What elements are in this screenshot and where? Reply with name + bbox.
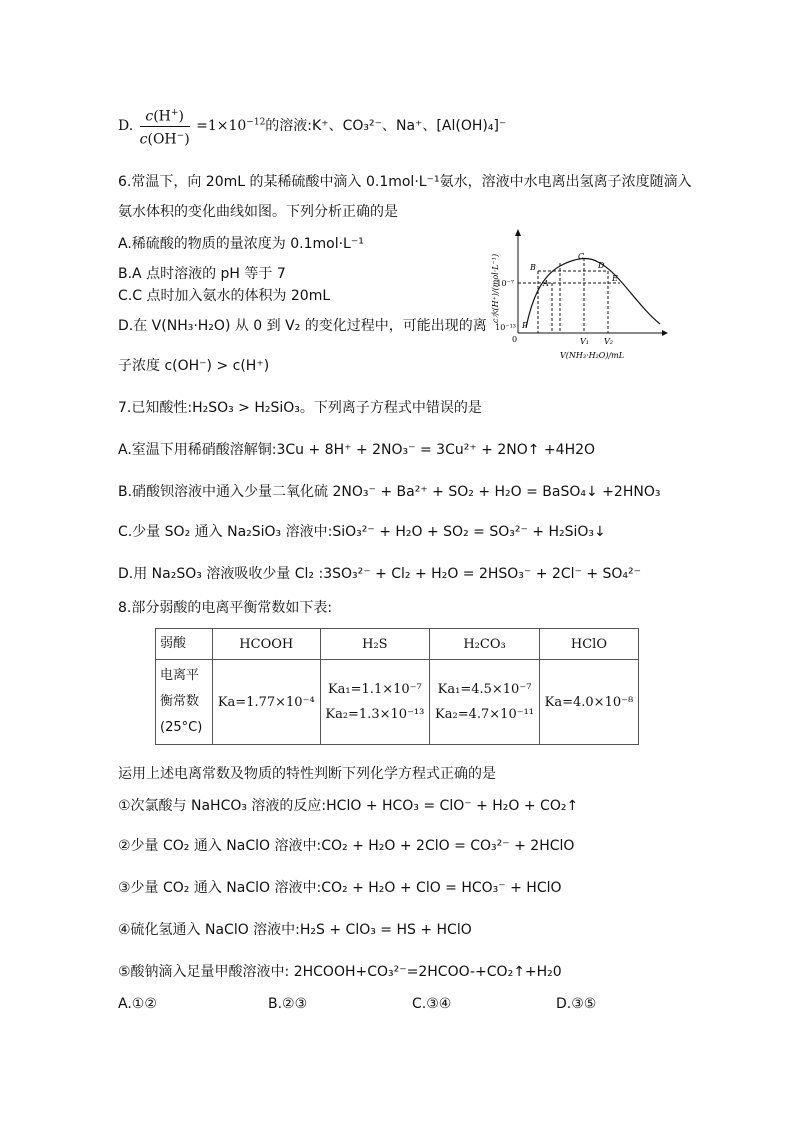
q5-option-d bbox=[118, 104, 506, 148]
den-charge: − bbox=[176, 130, 185, 141]
x-axis-label: V(NH₃·H₂O)/mL bbox=[560, 351, 625, 360]
q6-option-a: A.稀硫酸的物质的量浓度为 0.1mol·L⁻¹ bbox=[118, 236, 364, 252]
q5d-label: D. bbox=[118, 118, 134, 135]
origin-label: 0 bbox=[512, 335, 518, 344]
row-label-ka: 电离平衡常数(25°C) bbox=[156, 660, 213, 745]
point-d: D bbox=[598, 261, 605, 270]
x-v1: V₁ bbox=[580, 337, 589, 346]
q8-choice-a: A.①② bbox=[118, 996, 157, 1012]
ka1-h2s: Ka₁=1.1×10⁻⁷ bbox=[327, 682, 422, 697]
y-axis-arrow bbox=[515, 229, 521, 236]
q8-choice-b: B.②③ bbox=[268, 996, 308, 1012]
ka-h2co3-cell bbox=[430, 660, 540, 745]
q7-option-a: A.室温下用稀硝酸溶解铜:3Cu + 8H⁺ + 2NO₃⁻ = 3Cu²⁺ + 2NO↑ +4H2O bbox=[118, 442, 596, 458]
q8-choice-d: D.③⑤ bbox=[556, 996, 597, 1012]
curve-line bbox=[526, 259, 660, 328]
header-weak-acid: 弱酸 bbox=[156, 629, 213, 660]
q5d-ions: 的溶液:K⁺、CO₃²⁻、Na⁺、[Al(OH)₄]⁻ bbox=[265, 118, 507, 135]
q7-option-d: D.用 Na₂SO₃ 溶液吸收少量 Cl₂ :3SO₃²⁻ + Cl₂ + H₂O = 2HSO₃⁻ + 2Cl⁻ + SO₄²⁻ bbox=[118, 566, 642, 582]
y-tick-low: 10⁻¹³ bbox=[495, 323, 516, 332]
header-hclo: HClO bbox=[539, 629, 638, 660]
q8-statement-5: ⑤酸钠滴入足量甲酸溶液中: 2HCOOH+CO₃²⁻=2HCOO-+CO₂↑+H₂0 bbox=[118, 964, 562, 980]
point-b: B bbox=[530, 263, 536, 272]
q6-stem-1: 6.常温下，向 20mL 的某稀硫酸中滴入 0.1mol·L⁻¹氨水，溶液中水电离出氢离子浓度随滴入 bbox=[118, 174, 692, 190]
ka1-h2co3: Ka₁=4.5×10⁻⁷ bbox=[437, 682, 532, 697]
q5d-exp: −12 bbox=[246, 117, 266, 128]
titration-graph bbox=[480, 228, 670, 368]
q8-statement-4: ④硫化氢通入 NaClO 溶液中:H₂S + ClO₃ = HS + HClO bbox=[118, 922, 472, 938]
q6-option-d-line2: 子浓度 c(OH⁻) > c(H⁺) bbox=[118, 358, 270, 374]
ka-hclo: Ka=4.0×10⁻⁸ bbox=[539, 660, 638, 745]
num-charge: + bbox=[170, 108, 179, 118]
fraction-denominator: c(OH−) bbox=[139, 130, 190, 148]
den-prefix: c bbox=[139, 131, 148, 148]
q6-option-d-line1: D.在 V(NH₃·H₂O) 从 0 到 V₂ 的变化过程中，可能出现的离 bbox=[118, 318, 487, 334]
table-data-row bbox=[156, 660, 639, 745]
q5d-rhs: =1×10 bbox=[196, 118, 247, 135]
y-axis-label: c水(H⁺)/(mol·L⁻¹) bbox=[491, 253, 500, 323]
q6-option-b: B.A 点时溶液的 pH 等于 7 bbox=[118, 266, 286, 282]
q7-stem: 7.已知酸性:H₂SO₃ > H₂SiO₃。下列离子方程式中错误的是 bbox=[118, 400, 482, 416]
q6-option-c: C.C 点时加入氨水的体积为 20mL bbox=[118, 288, 331, 304]
ka2-h2co3: Ka₂=4.7×10⁻¹¹ bbox=[435, 707, 535, 722]
ka-hcooh: Ka=1.77×10⁻⁴ bbox=[213, 660, 321, 745]
point-c: C bbox=[578, 252, 585, 261]
x-v2: V₂ bbox=[604, 337, 613, 346]
ka-table bbox=[155, 628, 639, 745]
q8-statement-3: ③少量 CO₂ 通入 NaClO 溶液中:CO₂ + H₂O + ClO = HCO₃⁻ + HClO bbox=[118, 880, 562, 896]
q7-option-c: C.少量 SO₂ 通入 Na₂SiO₃ 溶液中:SiO₃²⁻ + H₂O + SO₂ = SO₃²⁻ + H₂SiO₃↓ bbox=[118, 524, 606, 540]
point-e: E bbox=[612, 274, 618, 283]
q7-option-b: B.硝酸钡溶液中通入少量二氧化硫 2NO₃⁻ + Ba²⁺ + SO₂ + H₂O = BaSO₄↓ +2HNO₃ bbox=[118, 484, 661, 500]
concentration-fraction bbox=[140, 104, 190, 148]
point-a: A bbox=[543, 279, 549, 288]
q6-stem-2: 氨水体积的变化曲线如图。下列分析正确的是 bbox=[118, 204, 398, 220]
q8-stem: 8.部分弱酸的电离平衡常数如下表: bbox=[118, 600, 333, 616]
header-h2s: H₂S bbox=[320, 629, 430, 660]
x-axis-arrow bbox=[662, 330, 668, 336]
q8-statement-1: ①次氯酸与 NaHCO₃ 溶液的反应:HClO + HCO₃ = ClO⁻ + H₂O + CO₂↑ bbox=[118, 798, 579, 814]
q8-prompt: 运用上述电离常数及物质的特性判断下列化学方程式正确的是 bbox=[118, 766, 496, 782]
header-h2co3: H₂CO₃ bbox=[430, 629, 540, 660]
point-p: P bbox=[522, 321, 528, 330]
q8-choice-c: C.③④ bbox=[412, 996, 452, 1012]
fraction-numerator: c(H+) bbox=[140, 104, 190, 127]
ka-h2s-cell bbox=[320, 660, 430, 745]
q8-statement-2: ②少量 CO₂ 通入 NaClO 溶液中:CO₂ + H₂O + 2ClO = CO₃²⁻ + 2HClO bbox=[118, 838, 575, 854]
num-prefix: c bbox=[145, 108, 154, 125]
ka2-h2s: Ka₂=1.3×10⁻¹³ bbox=[325, 707, 425, 722]
y-tick-high: 10⁻⁷ bbox=[496, 279, 514, 288]
table-header-row bbox=[156, 629, 639, 660]
header-hcooh: HCOOH bbox=[213, 629, 321, 660]
